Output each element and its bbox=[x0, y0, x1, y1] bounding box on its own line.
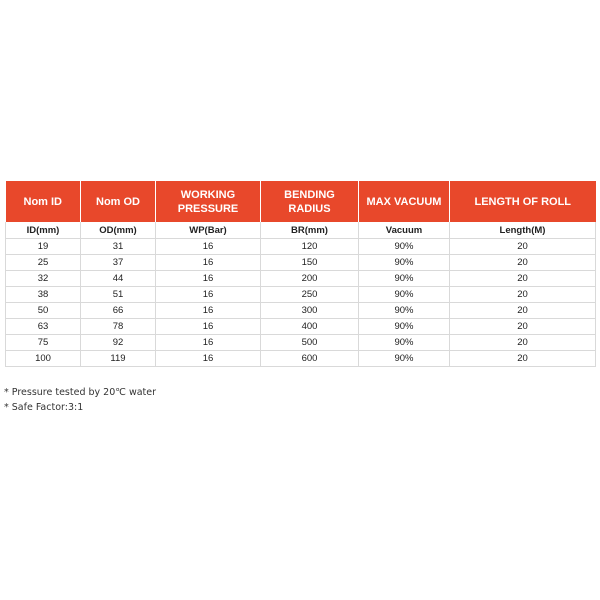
cell-length: 20 bbox=[450, 303, 596, 319]
unit-row bbox=[6, 222, 596, 239]
unit-wp: WP(Bar) bbox=[156, 222, 261, 239]
cell-wp: 16 bbox=[156, 287, 261, 303]
cell-wp: 16 bbox=[156, 335, 261, 351]
footnotes bbox=[4, 385, 156, 415]
cell-length: 20 bbox=[450, 255, 596, 271]
cell-vacuum: 90% bbox=[359, 319, 450, 335]
header-max-vacuum: MAX VACUUM bbox=[359, 181, 450, 222]
unit-id: ID(mm) bbox=[6, 222, 81, 239]
cell-vacuum: 90% bbox=[359, 303, 450, 319]
cell-length: 20 bbox=[450, 287, 596, 303]
table-row bbox=[6, 319, 596, 335]
cell-od: 92 bbox=[81, 335, 156, 351]
note-safe-factor: * Safe Factor:3:1 bbox=[4, 402, 84, 413]
header-length-of-roll: LENGTH OF ROLL bbox=[450, 181, 596, 222]
table-row bbox=[6, 287, 596, 303]
table-row bbox=[6, 255, 596, 271]
cell-wp: 16 bbox=[156, 271, 261, 287]
cell-wp: 16 bbox=[156, 255, 261, 271]
cell-wp: 16 bbox=[156, 239, 261, 255]
table-row bbox=[6, 351, 596, 367]
cell-wp: 16 bbox=[156, 303, 261, 319]
unit-od: OD(mm) bbox=[81, 222, 156, 239]
cell-br: 500 bbox=[261, 335, 359, 351]
cell-vacuum: 90% bbox=[359, 351, 450, 367]
cell-od: 66 bbox=[81, 303, 156, 319]
table-row bbox=[6, 271, 596, 287]
cell-length: 20 bbox=[450, 335, 596, 351]
cell-id: 38 bbox=[6, 287, 81, 303]
cell-id: 100 bbox=[6, 351, 81, 367]
cell-length: 20 bbox=[450, 239, 596, 255]
cell-id: 19 bbox=[6, 239, 81, 255]
cell-od: 44 bbox=[81, 271, 156, 287]
cell-vacuum: 90% bbox=[359, 255, 450, 271]
header-row bbox=[6, 181, 596, 222]
cell-wp: 16 bbox=[156, 351, 261, 367]
header-working-pressure: WORKING PRESSURE bbox=[156, 181, 261, 222]
cell-br: 250 bbox=[261, 287, 359, 303]
cell-vacuum: 90% bbox=[359, 335, 450, 351]
cell-id: 63 bbox=[6, 319, 81, 335]
header-bending-radius: BENDING RADIUS bbox=[261, 181, 359, 222]
cell-br: 300 bbox=[261, 303, 359, 319]
cell-id: 50 bbox=[6, 303, 81, 319]
cell-od: 119 bbox=[81, 351, 156, 367]
cell-od: 37 bbox=[81, 255, 156, 271]
table-row bbox=[6, 335, 596, 351]
note-pressure-test: * Pressure tested by 20℃ water bbox=[4, 387, 157, 398]
cell-length: 20 bbox=[450, 351, 596, 367]
cell-br: 200 bbox=[261, 271, 359, 287]
cell-id: 75 bbox=[6, 335, 81, 351]
header-nom-od: Nom OD bbox=[81, 181, 156, 222]
hose-spec-table bbox=[5, 181, 596, 367]
cell-od: 51 bbox=[81, 287, 156, 303]
cell-br: 600 bbox=[261, 351, 359, 367]
cell-br: 400 bbox=[261, 319, 359, 335]
header-nom-id: Nom ID bbox=[6, 181, 81, 222]
cell-wp: 16 bbox=[156, 319, 261, 335]
cell-br: 150 bbox=[261, 255, 359, 271]
table-row bbox=[6, 303, 596, 319]
cell-length: 20 bbox=[450, 319, 596, 335]
cell-length: 20 bbox=[450, 271, 596, 287]
cell-br: 120 bbox=[261, 239, 359, 255]
cell-vacuum: 90% bbox=[359, 239, 450, 255]
cell-od: 78 bbox=[81, 319, 156, 335]
cell-vacuum: 90% bbox=[359, 287, 450, 303]
cell-id: 25 bbox=[6, 255, 81, 271]
unit-vacuum: Vacuum bbox=[359, 222, 450, 239]
cell-id: 32 bbox=[6, 271, 81, 287]
table-row bbox=[6, 239, 596, 255]
cell-od: 31 bbox=[81, 239, 156, 255]
unit-length: Length(M) bbox=[450, 222, 596, 239]
unit-br: BR(mm) bbox=[261, 222, 359, 239]
cell-vacuum: 90% bbox=[359, 271, 450, 287]
